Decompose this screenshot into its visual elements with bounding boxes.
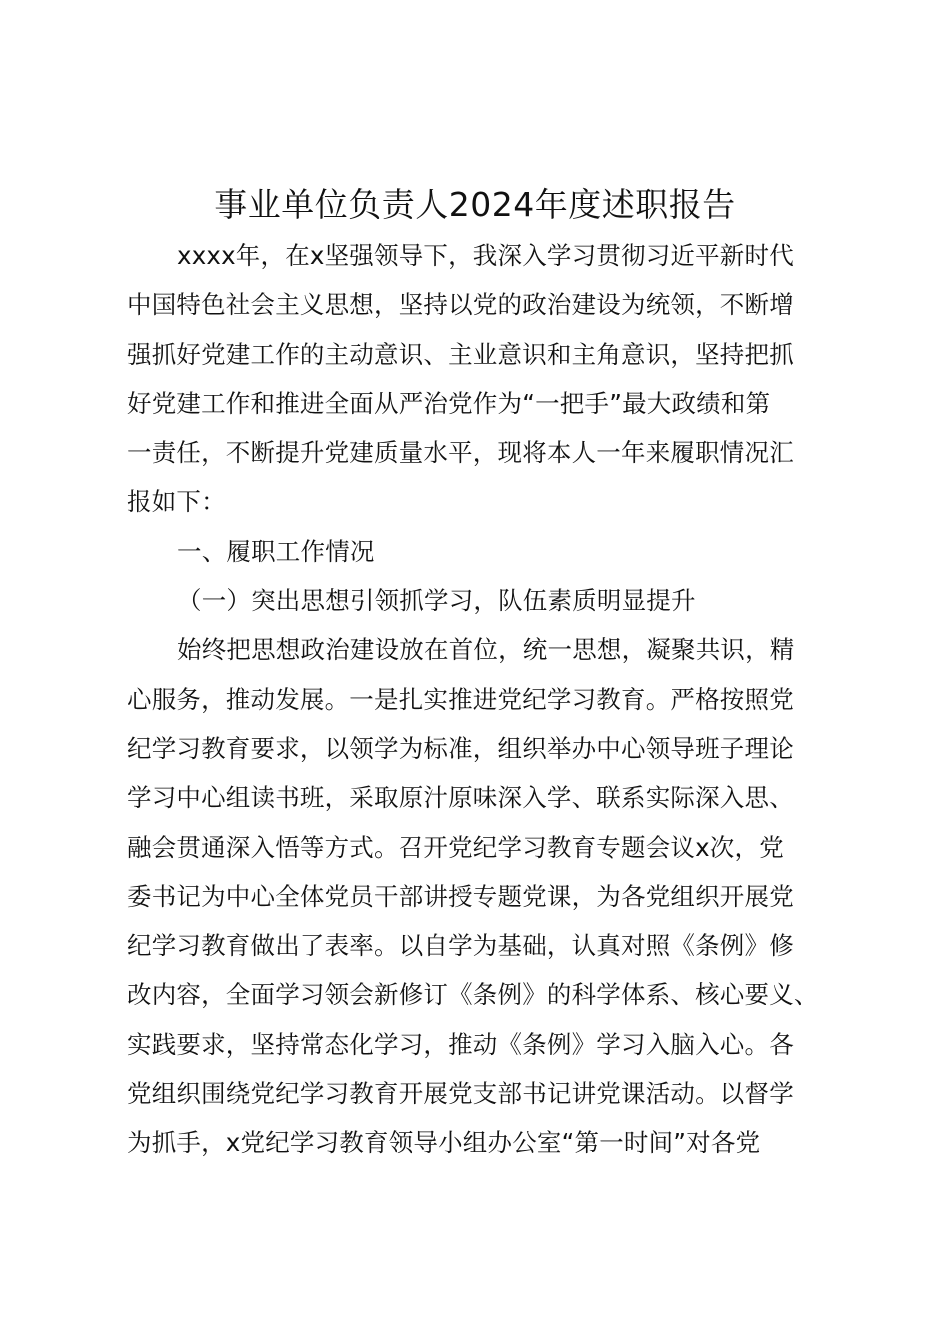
paragraph-line: 好党建工作和推进全面从严治党作为“一把手”最大政绩和第 [127,388,771,418]
paragraph-line: 学习中心组读书班，采取原汁原味深入学、联系实际深入思、 [127,783,794,813]
paragraph-line: 为抓手，x党纪学习教育领导小组办公室“第一时间”对各党 [127,1128,761,1158]
paragraph-line: 融会贯通深入悟等方式。召开党纪学习教育专题会议x次，党 [127,832,784,862]
paragraph-line: 报如下： [127,487,226,517]
paragraph-line: 始终把思想政治建设放在首位，统一思想，凝聚共识，精 [177,635,795,665]
paragraph-line: 改内容，全面学习领会新修订《条例》的科学体系、核心要义、 [127,980,819,1010]
paragraph-line: 一责任，不断提升党建质量水平，现将本人一年来履职情况汇 [127,438,794,468]
paragraph-line: 委书记为中心全体党员干部讲授专题党课，为各党组织开展党 [127,881,794,911]
paragraph-line: 中国特色社会主义思想，坚持以党的政治建设为统领，不断增 [127,290,794,320]
document-title: 事业单位负责人2024年度述职报告 [214,185,736,224]
paragraph-line: 党组织围绕党纪学习教育开展党支部书记讲党课活动。以督学 [127,1079,794,1109]
paragraph-line: 强抓好党建工作的主动意识、主业意识和主角意识，坚持把抓 [127,339,794,369]
paragraph-line: 纪学习教育要求，以领学为标准，组织举办中心领导班子理论 [127,733,794,763]
document-body [127,231,833,1168]
subsection-heading: （一）突出思想引领抓学习，队伍素质明显提升 [177,586,696,616]
paragraph-line: 实践要求，坚持常态化学习，推动《条例》学习入脑入心。各 [127,1029,794,1059]
paragraph-line: xxxx年，在x坚强领导下，我深入学习贯彻习近平新时代 [177,241,794,270]
section-heading: 一、履职工作情况 [177,536,375,566]
paragraph-line: 心服务，推动发展。一是扎实推进党纪学习教育。严格按照党 [127,684,794,714]
paragraph-line: 纪学习教育做出了表率。以自学为基础，认真对照《条例》修 [127,931,794,961]
